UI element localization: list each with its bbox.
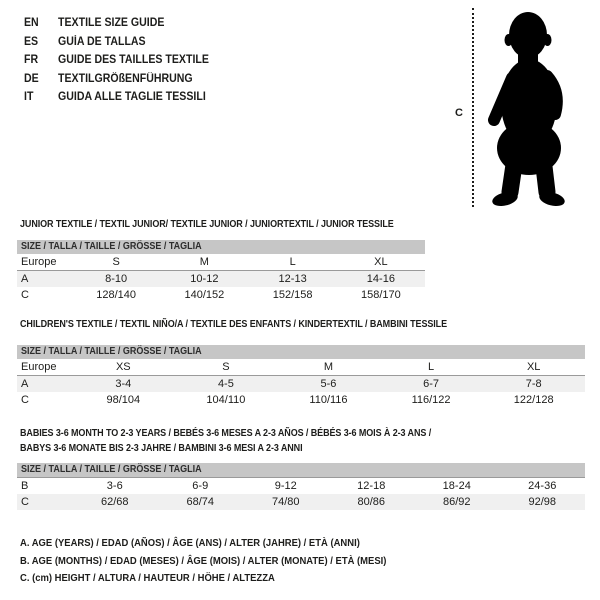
language-code: FR <box>24 54 39 67</box>
size-value: 86/92 <box>414 494 500 510</box>
size-value: 74/80 <box>243 494 329 510</box>
size-header-text: SIZE / TALLA / TAILLE / GRÖSSE / TAGLIA <box>21 346 202 357</box>
table-row <box>17 478 585 494</box>
size-value: 152/158 <box>272 289 313 301</box>
column-header: XS <box>72 359 175 376</box>
language-title: GUIDE DES TAILLES TEXTILE <box>58 54 209 67</box>
column-header: M <box>160 254 248 271</box>
table-row <box>17 392 585 408</box>
size-value: 6-9 <box>192 480 209 492</box>
size-value: 8-10 <box>72 271 160 288</box>
language-row <box>24 33 209 52</box>
footnote-a: A. AGE (YEARS) / EDAD (AÑOS) / ÂGE (ANS) / ALTER (JAHRE) / ETÀ (ANNI) <box>20 537 360 549</box>
size-value: 18-24 <box>442 480 471 492</box>
language-title: TEXTILE SIZE GUIDE <box>58 17 165 30</box>
language-code: IT <box>24 91 34 104</box>
row-label: B <box>21 480 29 492</box>
size-value: 12-18 <box>357 480 386 492</box>
size-value: 140/152 <box>184 289 225 301</box>
language-title: TEXTILGRÖßENFÜHRUNG <box>58 72 193 85</box>
column-header: L <box>380 359 483 376</box>
size-value: 6-7 <box>380 376 483 393</box>
row-label: C <box>21 394 29 406</box>
size-header-bar <box>17 240 425 254</box>
column-header: XL <box>482 359 585 376</box>
size-value: 122/128 <box>513 394 554 406</box>
size-value: 68/74 <box>158 494 244 510</box>
language-code: ES <box>24 35 39 48</box>
size-header-bar <box>17 345 585 359</box>
table-row <box>17 271 425 288</box>
size-value: 3-4 <box>72 376 175 393</box>
column-header: S <box>175 359 278 376</box>
column-header: M <box>277 359 380 376</box>
babies-size-table <box>17 463 585 510</box>
size-value: 98/104 <box>106 394 141 406</box>
size-header-text: SIZE / TALLA / TAILLE / GRÖSSE / TAGLIA <box>21 241 202 252</box>
footnote-c: C. (cm) HEIGHT / ALTURA / HAUTEUR / HÖHE / ALTEZZA <box>20 572 275 584</box>
row-label: C <box>21 289 29 301</box>
baby-silhouette-image <box>483 8 567 208</box>
height-measure-label: C <box>455 107 463 119</box>
size-value: 7-8 <box>482 376 585 393</box>
footnote-b: B. AGE (MONTHS) / EDAD (MESES) / ÂGE (MOIS) / ALTER (MONATE) / ETÀ (MESI) <box>20 554 387 567</box>
table-row <box>17 359 585 376</box>
language-row <box>24 88 209 107</box>
row-label: A <box>17 376 72 393</box>
size-value: 3-6 <box>106 480 123 492</box>
column-header: XL <box>337 254 425 271</box>
size-value: 92/98 <box>500 494 586 510</box>
column-header: L <box>249 254 337 271</box>
junior-table-title: JUNIOR TEXTILE / TEXTIL JUNIOR/ TEXTILE JUNIOR / JUNIORTEXTIL / JUNIOR TESSILE <box>20 219 394 230</box>
babies-table-title-line1: BABIES 3-6 MONTH TO 2-3 YEARS / BEBÉS 3-6 MESES A 2-3 AÑOS / BÉBÉS 3-6 MOIS À 2-3 ANS / <box>20 428 432 439</box>
size-value: 5-6 <box>277 376 380 393</box>
size-value: 116/122 <box>411 394 451 406</box>
language-row <box>24 14 209 33</box>
language-code: EN <box>24 17 39 30</box>
children-table-title: CHILDREN'S TEXTILE / TEXTIL NIÑO/A / TEXTILE DES ENFANTS / KINDERTEXTIL / BAMBINI TESSILE <box>20 319 448 330</box>
size-value: 104/110 <box>206 394 246 406</box>
babies-table-title-line2: BABYS 3-6 MONATE BIS 2-3 JAHRE / BAMBINI 3-6 MESI A 2-3 ANNI <box>20 443 303 454</box>
table-row <box>17 254 425 271</box>
size-value: 10-12 <box>160 271 248 288</box>
size-value: 110/116 <box>309 394 348 406</box>
language-list <box>24 14 225 107</box>
size-header-bar <box>17 463 585 478</box>
junior-size-table <box>17 240 425 303</box>
size-value: 158/170 <box>360 289 401 301</box>
babies-table-title <box>20 426 431 456</box>
column-header: S <box>72 254 160 271</box>
language-row <box>24 70 209 89</box>
column-header: Europe <box>17 254 72 271</box>
row-label: A <box>17 271 72 288</box>
size-value: 128/140 <box>96 289 136 301</box>
footnotes <box>20 535 600 588</box>
row-label: C <box>17 494 72 510</box>
size-value: 4-5 <box>175 376 278 393</box>
size-value: 12-13 <box>249 271 337 288</box>
size-header-text: SIZE / TALLA / TAILLE / GRÖSSE / TAGLIA <box>21 464 202 475</box>
language-title: GUÍA DE TALLAS <box>58 35 146 48</box>
size-value: 9-12 <box>274 480 297 492</box>
table-row <box>17 287 425 303</box>
children-size-table <box>17 345 585 408</box>
column-header: Europe <box>17 359 72 376</box>
table-row <box>17 494 585 510</box>
size-value: 24-36 <box>528 480 557 492</box>
language-row <box>24 51 209 70</box>
size-value: 14-16 <box>337 271 425 288</box>
size-value: 62/68 <box>72 494 158 510</box>
size-value: 80/86 <box>329 494 415 510</box>
language-title: GUIDA ALLE TAGLIE TESSILI <box>58 91 206 104</box>
language-code: DE <box>24 72 39 85</box>
height-measure-dotted-line <box>472 8 474 207</box>
table-row <box>17 376 585 393</box>
